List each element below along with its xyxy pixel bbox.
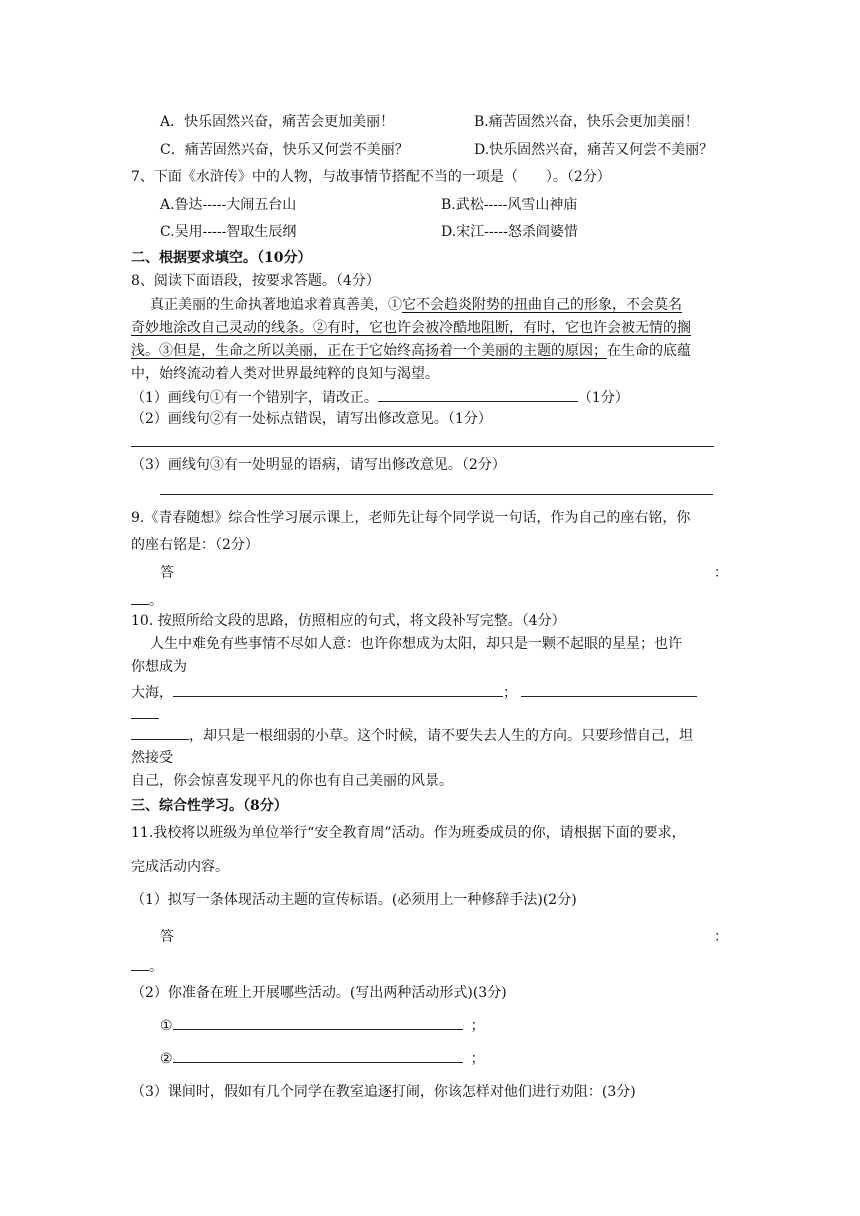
q7-option-c: C.吴用-----智取生辰纲: [160, 224, 297, 240]
q8-sub-question-3: （3）画线句③有一处明显的语病，请写出修改意见。（2分）: [131, 457, 506, 473]
q7-option-a: A.鲁达-----大闹五台山: [160, 197, 297, 213]
q11-sub-question-3: （3）课间时，假如有几个同学在教室追逐打闹，你该怎样对他们进行劝阻：(3分): [131, 1084, 636, 1100]
q10-blank-1: [173, 682, 503, 697]
q9-answer-end: 。: [131, 590, 163, 611]
q11-answer-end: 。: [131, 956, 163, 977]
q7-option-b: B.武松-----风雪山神庙: [441, 197, 578, 213]
q10-stem: 10. 按照所给文段的思路，仿照相应的句式，将文段补写完整。（4分）: [131, 613, 566, 629]
q8-answer-line-1: [378, 387, 578, 402]
q10-passage-line-5: ，却只是一根细弱的小草。这个时候，请不要失去人生的方向。只要珍惜自己，坦: [131, 725, 693, 746]
section-3-heading: 三、综合性学习。（8分）: [131, 798, 288, 814]
q10-passage-line-3: 大海， ；: [131, 682, 697, 703]
q11-line-2: 完成活动内容。: [131, 859, 229, 875]
q7-stem: 7、下面《水浒传》中的人物，与故事情节搭配不当的一项是（ ）。（2分）: [131, 169, 611, 185]
q11-sub-question-2: （2）你准备在班上开展哪些活动。(写出两种活动形式)(3分): [131, 985, 507, 1001]
q10-passage-line-1: 人生中难免有些事情不尽如人意：也许你想成为太阳，却只是一颗不起眼的星星；也许: [150, 636, 682, 652]
q10-passage-line-2: 你想成为: [131, 659, 187, 675]
q11-activity-1-blank: [173, 1015, 463, 1030]
q11-colon: ：: [714, 929, 728, 945]
q9-line-1: 9.《青春随想》综合性学习展示课上，老师先让每个同学说一句话，作为自己的座右铭，你: [131, 510, 691, 526]
q9-answer-label: 答: [160, 565, 174, 581]
q10-passage-line-6: 然接受: [131, 750, 173, 766]
q11-answer-blank: [131, 956, 149, 971]
q8-answer-line-3: [160, 494, 713, 495]
q10-blank-2-continued: [131, 718, 159, 719]
q6-option-c: C．痛苦固然兴奋，快乐又何尝不美丽？: [160, 142, 409, 158]
q10-blank-2: [521, 682, 697, 697]
q10-passage-line-7: 自己，你会惊喜发现平凡的你也有自己美丽的风景。: [131, 773, 453, 789]
q8-passage-line-1: 真正美丽的生命执著地追求着真善美，①它不会趋炎附势的扭曲自己的形象，不会莫名: [150, 297, 682, 313]
q11-sub-question-1: （1）拟写一条体现活动主题的宣传标语。(必须用上一种修辞手法)(2分): [131, 892, 577, 908]
section-2-heading: 二、根据要求填空。（10分）: [131, 250, 312, 266]
q9-answer-blank: [131, 590, 149, 605]
q6-option-d: D.快乐固然兴奋，痛苦又何尝不美丽？: [474, 142, 714, 158]
q9-colon: ：: [714, 565, 728, 581]
q8-stem: 8、阅读下面语段，按要求答题。（4分）: [131, 273, 380, 289]
q9-line-2: 的座右铭是：（2分）: [131, 537, 259, 553]
q11-line-1: 11.我校将以班级为单位举行“安全教育周”活动。作为班委成员的你，请根据下面的要求，: [131, 825, 686, 841]
q8-sub-question-2: （2）画线句②有一处标点错误，请写出修改意见。（1分）: [131, 411, 492, 427]
q11-activity-2-blank: [173, 1048, 463, 1063]
q11-activity-2: ② ；: [160, 1048, 485, 1069]
q8-sub-question-1: （1）画线句①有一个错别字，请改正。 （1分）: [131, 387, 629, 408]
q8-passage-line-3: 浅。③但是，生命之所以美丽，正在于它始终高扬着一个美丽的主题的原因；在生命的底蕴: [131, 343, 691, 359]
q6-option-b: B.痛苦固然兴奋，快乐会更加美丽！: [474, 114, 699, 130]
q11-activity-1: ① ；: [160, 1015, 485, 1036]
q11-answer-label: 答: [160, 929, 174, 945]
q6-option-a: A．快乐固然兴奋，痛苦会更加美丽！: [160, 114, 395, 130]
q8-answer-line-2: [131, 446, 714, 447]
q8-passage-line-2: 奇妙地涂改自己灵动的线条。②有时，它也许会被冷酷地阻断，有时，它也许会被无情的搁: [131, 320, 691, 336]
q10-blank-3: [131, 725, 189, 740]
q7-option-d: D.宋江-----怒杀阎婆惜: [441, 224, 578, 240]
q8-passage-line-4: 中，始终流动着人类对世界最纯粹的良知与渴望。: [131, 366, 439, 382]
